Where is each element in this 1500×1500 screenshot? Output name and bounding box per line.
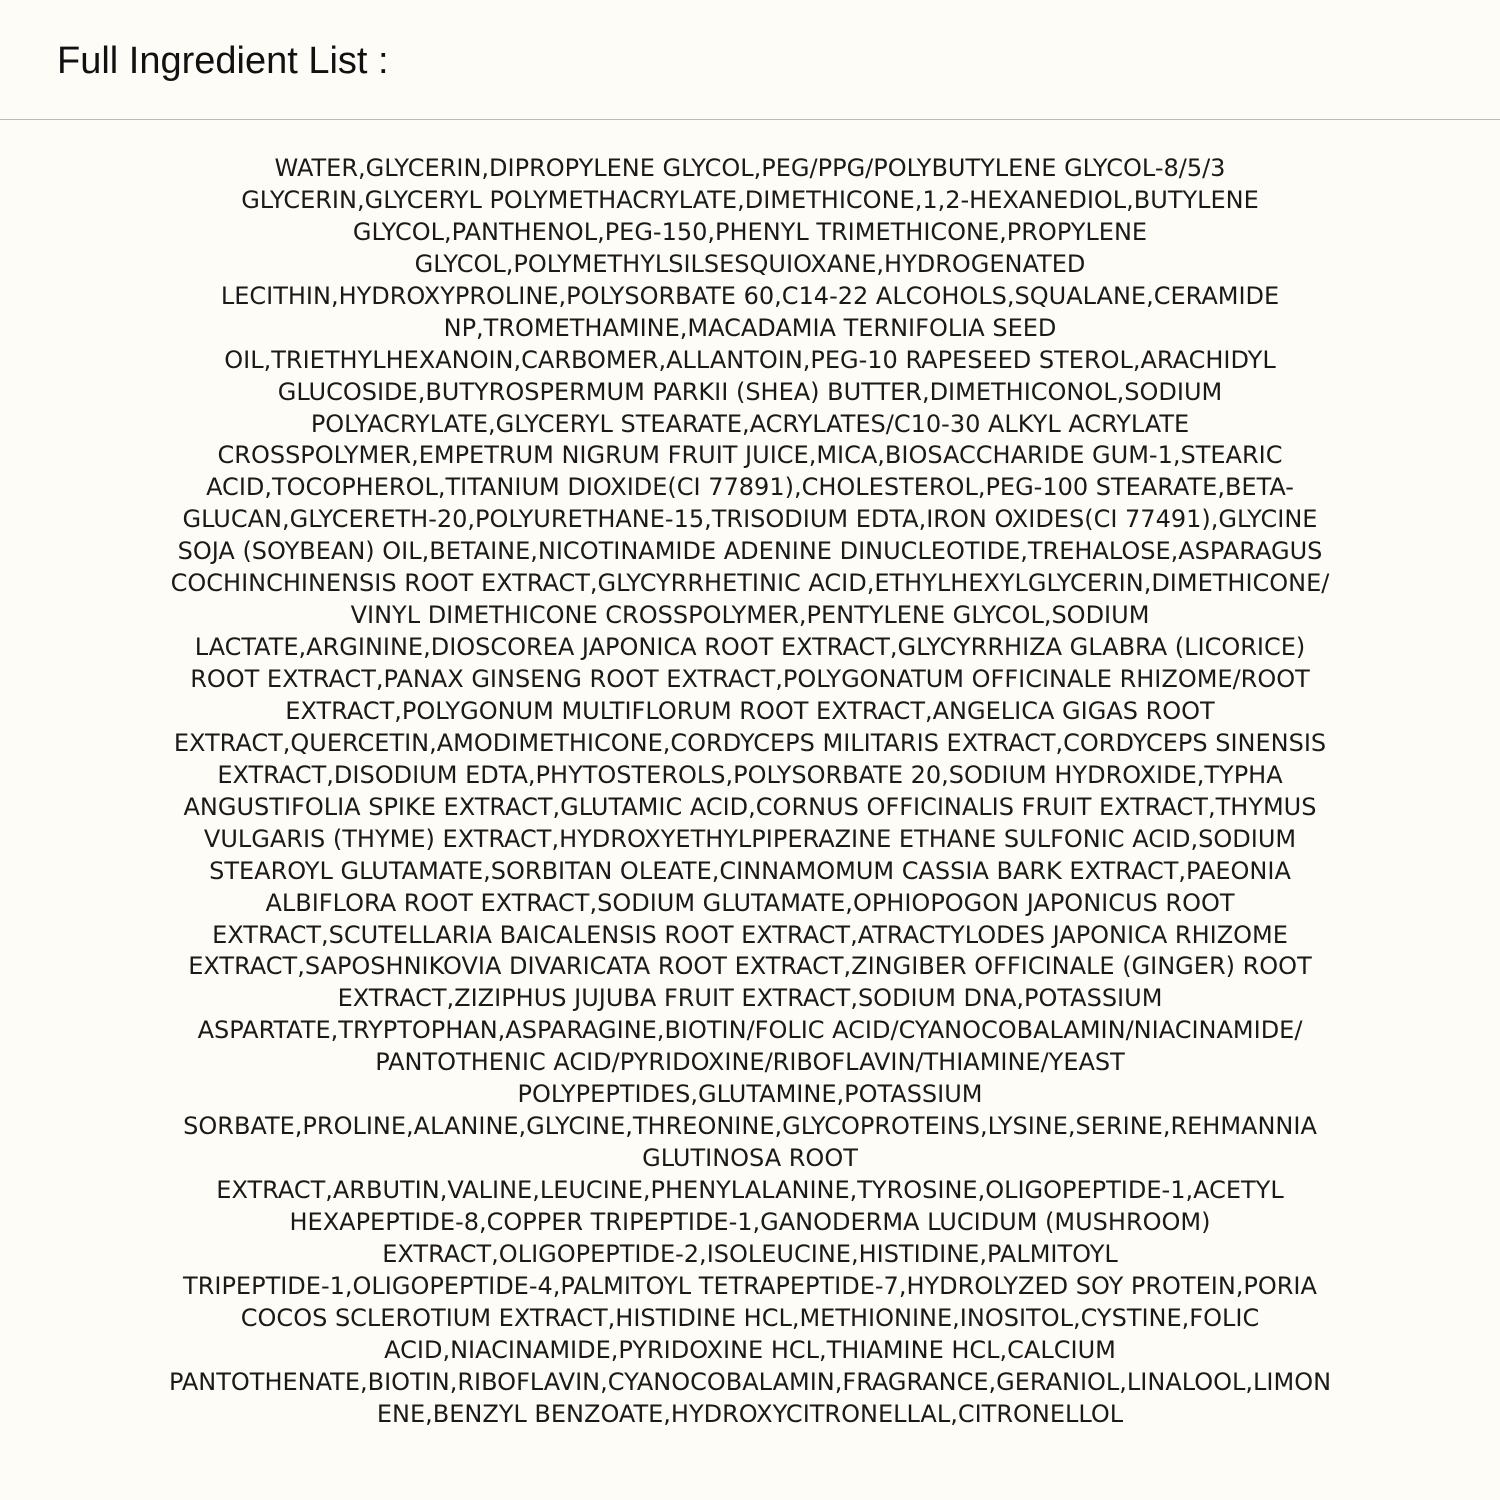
ingredient-line: STEAROYL GLUTAMATE,SORBITAN OLEATE,CINNAMOMUM CASSIA BARK EXTRACT,PAEONIA: [209, 856, 1291, 885]
ingredient-line: GLUTINOSA ROOT: [642, 1144, 858, 1173]
ingredient-line: GLUCAN,GLYCERETH-20,POLYURETHANE-15,TRISODIUM EDTA,IRON OXIDES(CI 77491),GLYCINE: [182, 505, 1318, 534]
ingredient-line: ACID,NIACINAMIDE,PYRIDOXINE HCL,THIAMINE HCL,CALCIUM: [384, 1335, 1116, 1364]
ingredient-line: ACID,TOCOPHEROL,TITANIUM DIOXIDE(CI 77891),CHOLESTEROL,PEG-100 STEARATE,BETA-: [206, 473, 1294, 502]
ingredient-line: EXTRACT,DISODIUM EDTA,PHYTOSTEROLS,POLYSORBATE 20,SODIUM HYDROXIDE,TYPHA: [217, 760, 1283, 789]
ingredient-line: COCOS SCLEROTIUM EXTRACT,HISTIDINE HCL,METHIONINE,INOSITOL,CYSTINE,FOLIC: [240, 1303, 1260, 1332]
ingredient-line: EXTRACT,ARBUTIN,VALINE,LEUCINE,PHENYLALANINE,TYROSINE,OLIGOPEPTIDE-1,ACETYL: [216, 1176, 1284, 1204]
ingredient-line: TRIPEPTIDE-1,OLIGOPEPTIDE-4,PALMITOYL TETRAPEPTIDE-7,HYDROLYZED SOY PROTEIN,PORIA: [183, 1271, 1317, 1300]
ingredient-line: POLYACRYLATE,GLYCERYL STEARATE,ACRYLATES/C10-30 ALKYL ACRYLATE: [310, 409, 1190, 438]
ingredient-line: ALBIFLORA ROOT EXTRACT,SODIUM GLUTAMATE,OPHIOPOGON JAPONICUS ROOT: [265, 888, 1235, 917]
ingredient-line: ENE,BENZYL BENZOATE,HYDROXYCITRONELLAL,CITRONELLOL: [376, 1399, 1124, 1428]
ingredient-line: LECITHIN,HYDROXYPROLINE,POLYSORBATE 60,C14-22 ALCOHOLS,SQUALANE,CERAMIDE: [220, 281, 1280, 310]
ingredient-line: POLYPEPTIDES,GLUTAMINE,POTASSIUM: [517, 1080, 983, 1109]
heading-bar: [0, 0, 1500, 120]
ingredient-line: EXTRACT,POLYGONUM MULTIFLORUM ROOT EXTRACT,ANGELICA GIGAS ROOT: [285, 696, 1215, 725]
ingredient-line: LACTATE,ARGININE,DIOSCOREA JAPONICA ROOT EXTRACT,GLYCYRRHIZA GLABRA (LICORICE): [194, 633, 1306, 662]
ingredient-line: GLYCERIN,GLYCERYL POLYMETHACRYLATE,DIMETHICONE,1,2-HEXANEDIOL,BUTYLENE: [241, 185, 1259, 214]
page-title: Full Ingredient List :: [57, 40, 389, 82]
ingredient-line: GLUCOSIDE,BUTYROSPERMUM PARKII (SHEA) BUTTER,DIMETHICONOL,SODIUM: [277, 377, 1223, 406]
ingredient-line: ANGUSTIFOLIA SPIKE EXTRACT,GLUTAMIC ACID,CORNUS OFFICINALIS FRUIT EXTRACT,THYMUS: [183, 792, 1317, 821]
ingredient-line: ASPARTATE,TRYPTOPHAN,ASPARAGINE,BIOTIN/FOLIC ACID/CYANOCOBALAMIN/NIACINAMIDE/: [197, 1016, 1303, 1045]
ingredient-line: HEXAPEPTIDE-8,COPPER TRIPEPTIDE-1,GANODERMA LUCIDUM (MUSHROOM): [289, 1207, 1211, 1236]
ingredient-line: NP,TROMETHAMINE,MACADAMIA TERNIFOLIA SEED: [443, 313, 1057, 342]
ingredient-line: PANTOTHENIC ACID/PYRIDOXINE/RIBOFLAVIN/THIAMINE/YEAST: [375, 1048, 1125, 1077]
ingredient-line: EXTRACT,ZIZIPHUS JUJUBA FRUIT EXTRACT,SODIUM DNA,POTASSIUM: [337, 984, 1163, 1013]
ingredient-line: EXTRACT,SAPOSHNIKOVIA DIVARICATA ROOT EXTRACT,ZINGIBER OFFICINALE (GINGER) ROOT: [188, 952, 1312, 981]
ingredient-line: GLYCOL,POLYMETHYLSILSESQUIOXANE,HYDROGENATED: [414, 249, 1086, 278]
ingredient-line: EXTRACT,QUERCETIN,AMODIMETHICONE,CORDYCEPS MILITARIS EXTRACT,CORDYCEPS SINENSIS: [173, 728, 1327, 757]
ingredient-line: SORBATE,PROLINE,ALANINE,GLYCINE,THREONINE,GLYCOPROTEINS,LYSINE,SERINE,REHMANNIA: [183, 1112, 1317, 1141]
ingredient-line: VULGARIS (THYME) EXTRACT,HYDROXYETHYLPIPERAZINE ETHANE SULFONIC ACID,SODIUM: [203, 824, 1297, 853]
ingredient-line: VINYL DIMETHICONE CROSSPOLYMER,PENTYLENE GLYCOL,SODIUM: [350, 601, 1150, 630]
ingredient-line: WATER,GLYCERIN,DIPROPYLENE GLYCOL,PEG/PPG/POLYBUTYLENE GLYCOL-8/5/3: [274, 154, 1226, 182]
ingredient-line: OIL,TRIETHYLHEXANOIN,CARBOMER,ALLANTOIN,PEG-10 RAPESEED STEROL,ARACHIDYL: [224, 345, 1276, 374]
ingredient-line: CROSSPOLYMER,EMPETRUM NIGRUM FRUIT JUICE,MICA,BIOSACCHARIDE GUM-1,STEARIC: [217, 441, 1283, 470]
ingredient-line: EXTRACT,OLIGOPEPTIDE-2,ISOLEUCINE,HISTIDINE,PALMITOYL: [382, 1239, 1118, 1268]
ingredient-line: EXTRACT,SCUTELLARIA BAICALENSIS ROOT EXTRACT,ATRACTYLODES JAPONICA RHIZOME: [212, 920, 1288, 949]
ingredient-line: ROOT EXTRACT,PANAX GINSENG ROOT EXTRACT,POLYGONATUM OFFICINALE RHIZOME/ROOT: [190, 665, 1310, 693]
ingredient-line: GLYCOL,PANTHENOL,PEG-150,PHENYL TRIMETHICONE,PROPYLENE: [352, 217, 1148, 246]
ingredient-list: [0, 153, 1500, 1431]
ingredient-line: SOJA (SOYBEAN) OIL,BETAINE,NICOTINAMIDE ADENINE DINUCLEOTIDE,TREHALOSE,ASPARAGUS: [177, 537, 1323, 566]
ingredient-line: COCHINCHINENSIS ROOT EXTRACT,GLYCYRRHETINIC ACID,ETHYLHEXYLGLYCERIN,DIMETHICONE/: [170, 569, 1330, 598]
ingredient-line: PANTOTHENATE,BIOTIN,RIBOFLAVIN,CYANOCOBALAMIN,FRAGRANCE,GERANIOL,LINALOOL,LIMON: [168, 1367, 1332, 1396]
